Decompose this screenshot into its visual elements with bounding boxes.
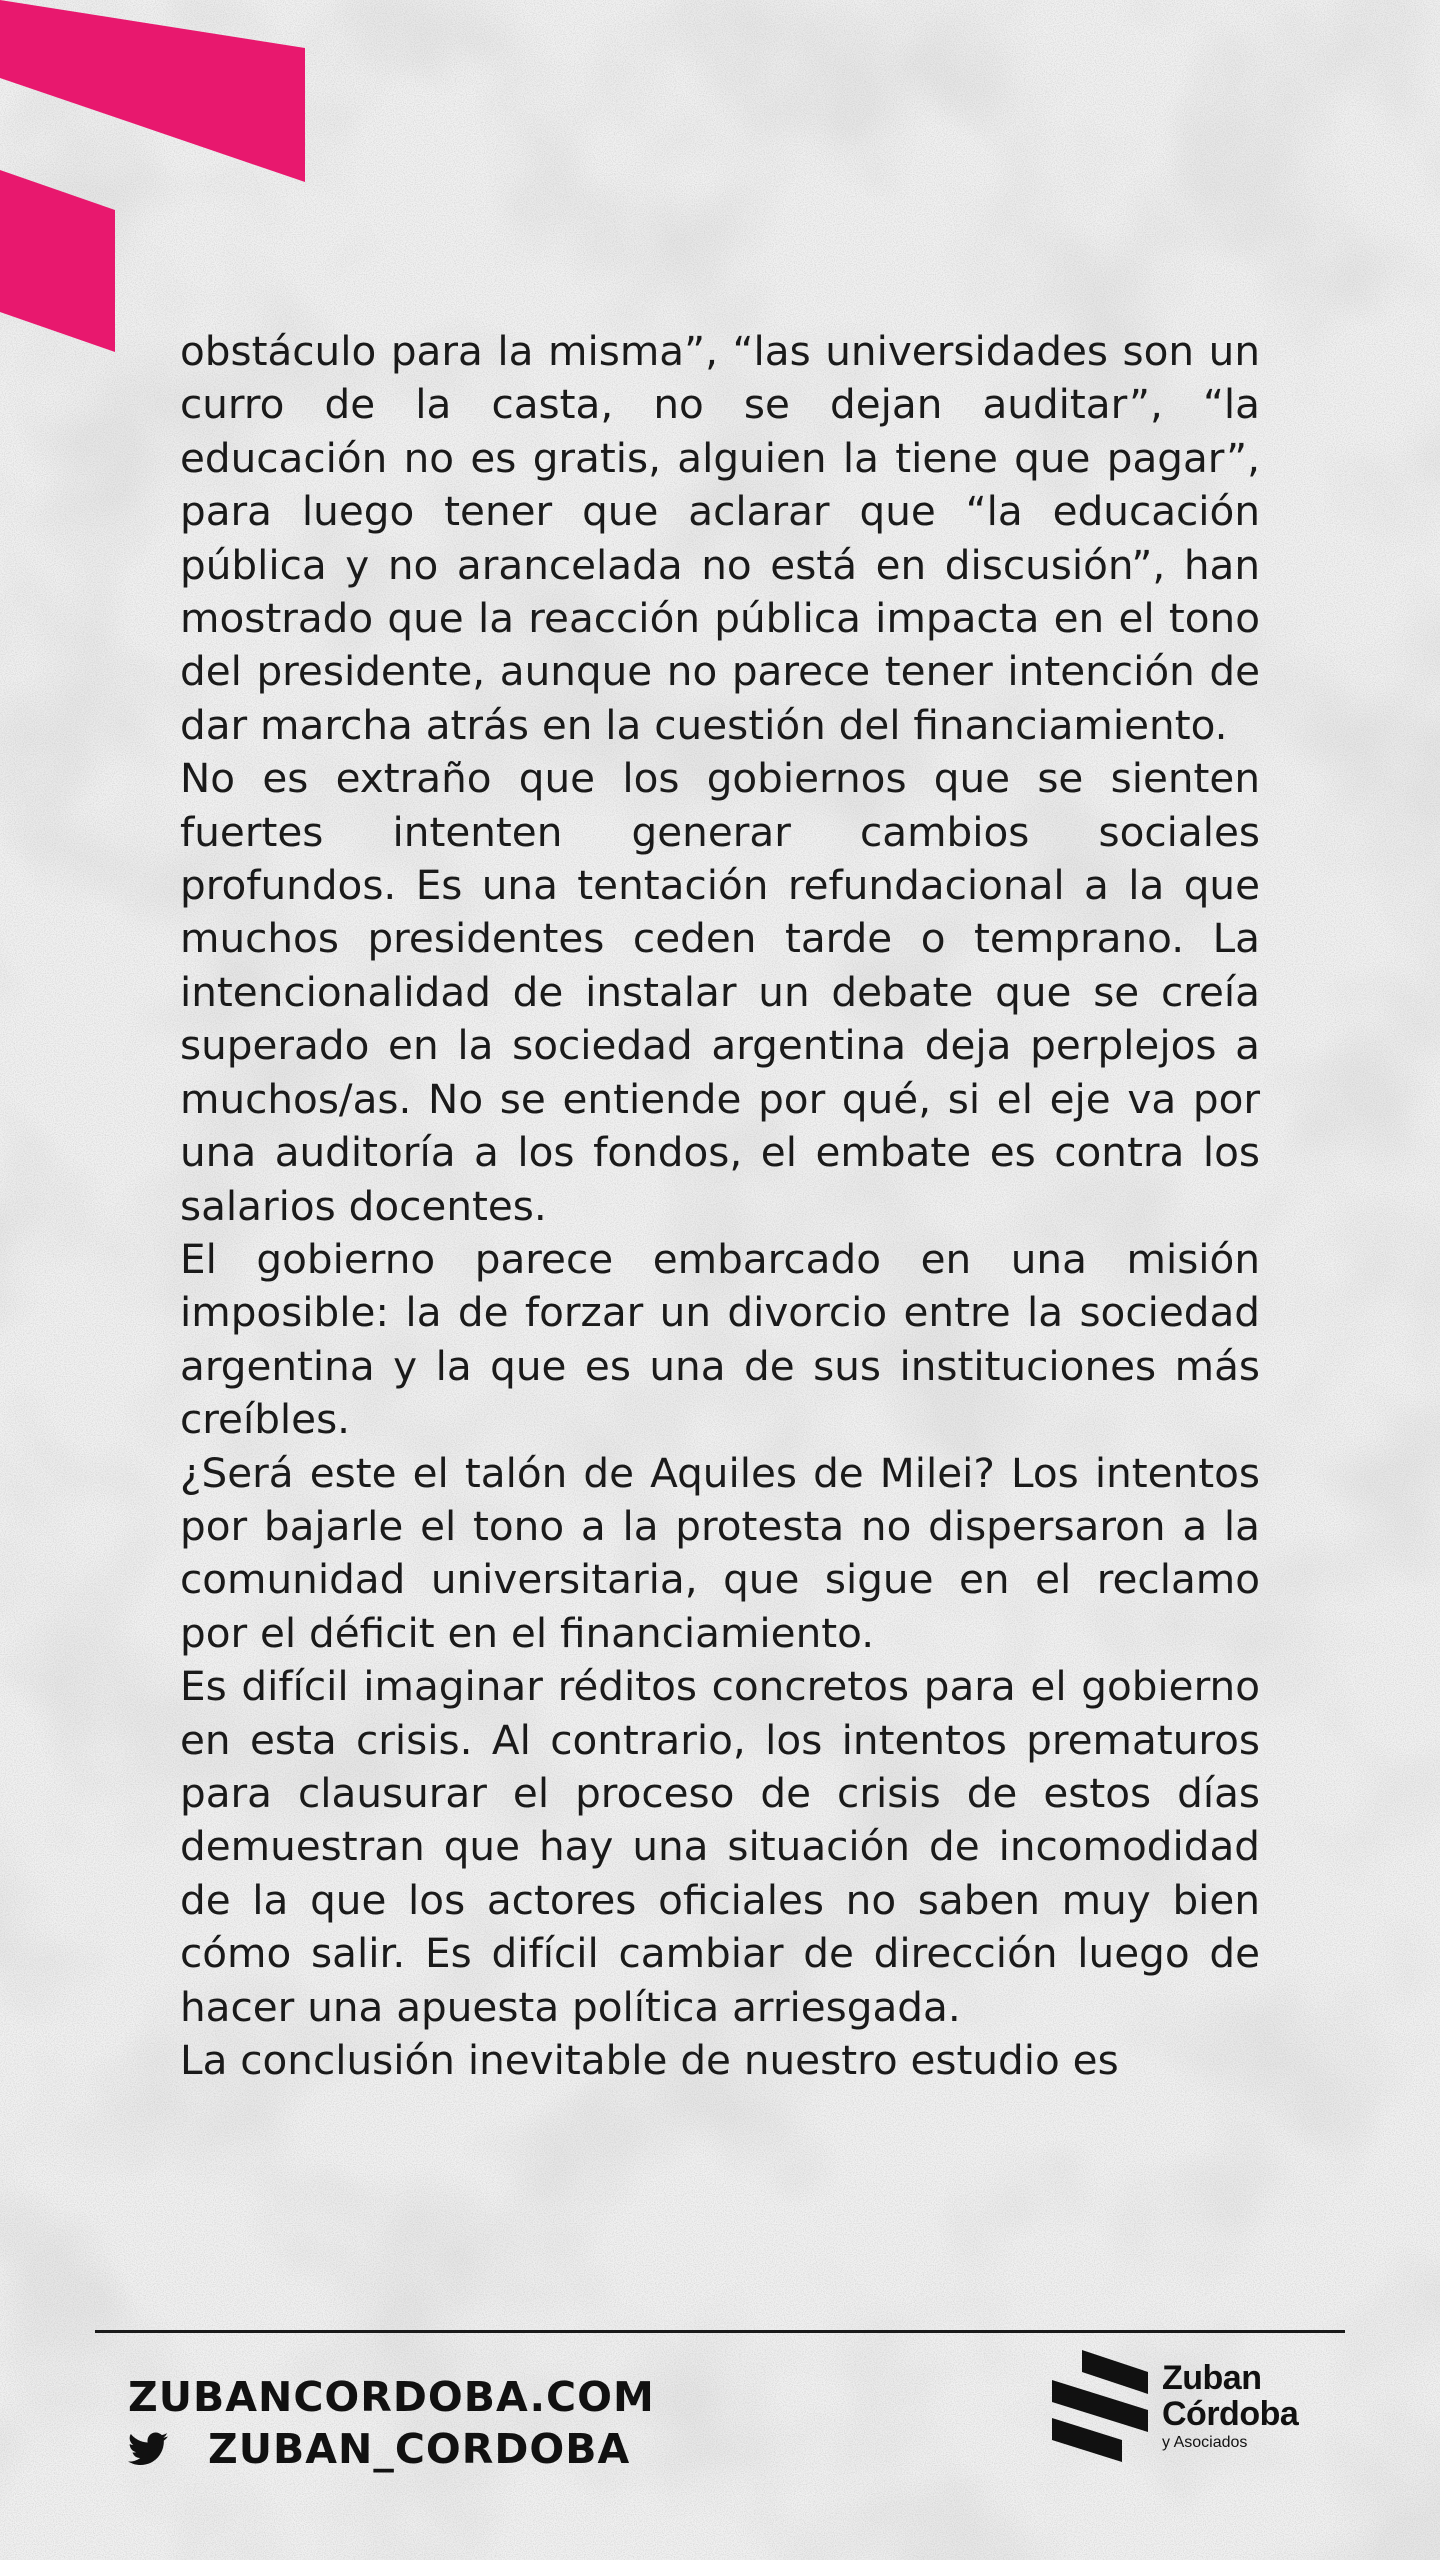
zuban-cordoba-logo: [1052, 2350, 1298, 2462]
footer-divider: [95, 2330, 1345, 2333]
logo-line-cordoba: Córdoba: [1162, 2395, 1299, 2433]
website-link[interactable]: ZUBANCORDOBA.COM: [128, 2373, 655, 2421]
paragraph-3: El gobierno parece embarcado en una misión imposible: la de forzar un divorcio entre la sociedad argentina y la que es una de sus instituciones más creíbles.: [180, 1234, 1260, 1444]
twitter-bird-icon: [128, 2432, 168, 2466]
accent-shape: [0, 0, 320, 360]
accent-bar-bottom: [0, 170, 115, 352]
paragraph-6: La conclusión inevitable de nuestro estudio es: [180, 2036, 1119, 2084]
logo-line-asociados: y Asociados: [1162, 2434, 1248, 2451]
paragraph-2: No es extraño que los gobiernos que se sienten fuertes intenten generar cambios sociales profundos. Es una tentación refundacional a la que muchos presidentes ceden tarde o temprano. La intencionalidad de instalar un debate que se creía superado en la sociedad argentina deja perplejos a muchos/as. No se entiende por qué, si el eje va por una auditoría a los fondos, el embate es contra los salarios docentes.: [180, 754, 1260, 1230]
twitter-link[interactable]: [128, 2424, 655, 2474]
article-body: [180, 325, 1260, 2087]
logo-line-zuban: Zuban: [1162, 2359, 1262, 2397]
paragraph-1: obstáculo para la misma”, “las universidades son un curro de la casta, no se dejan auditar”, “la educación no es gratis, alguien la tiene que pagar”, para luego tener que aclarar que “la educación pública y no arancelada no está en discusión”, han mostrado que la reacción pública impacta en el tono del presidente, aunque no parece tener intención de dar marcha atrás en la cuestión del financiamiento.: [180, 327, 1260, 749]
paragraph-5: Es difícil imaginar réditos concretos para el gobierno en esta crisis. Al contrario, los intentos prematuros para clausurar el proceso de crisis de estos días demuestran que hay una situación de incomodidad de la que los actores oficiales no saben muy bien cómo salir. Es difícil cambiar de dirección luego de hacer una apuesta política arriesgada.: [180, 1662, 1260, 2031]
twitter-handle: ZUBAN_CORDOBA: [208, 2425, 631, 2473]
logo-mark-icon: [1052, 2350, 1148, 2462]
accent-bar-top: [0, 0, 305, 182]
logo-wordmark: [1162, 2360, 1298, 2452]
paragraph-4: ¿Será este el talón de Aquiles de Milei? Los intentos por bajarle el tono a la protesta no dispersaron a la comunidad universitaria, que sigue en el reclamo por el déficit en el financiamiento.: [180, 1448, 1260, 1657]
footer-contact: [128, 2372, 655, 2474]
